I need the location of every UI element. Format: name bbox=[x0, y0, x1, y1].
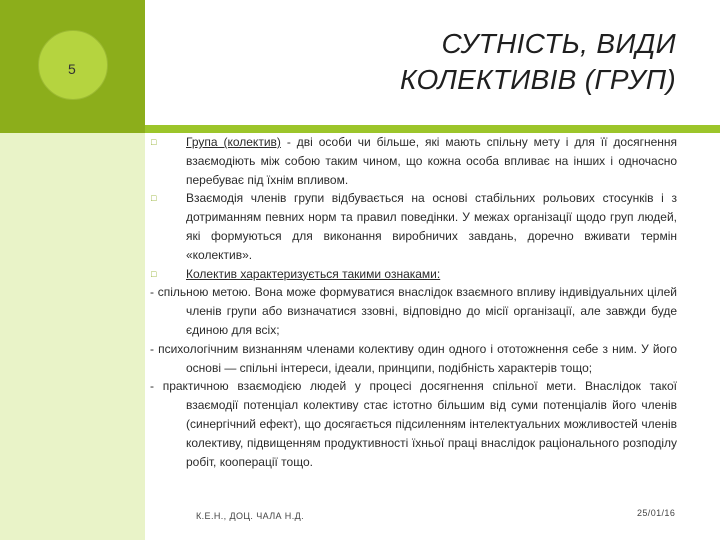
paragraph-features-heading bbox=[150, 265, 677, 284]
slide-number: 5 bbox=[68, 61, 76, 77]
title-line-2: КОЛЕКТИВІВ (ГРУП) bbox=[399, 64, 676, 95]
square-bullet-icon: □ bbox=[151, 137, 157, 147]
slide-content bbox=[150, 133, 677, 471]
feature-practical-interaction: - практичною взаємодією людей у процесі досягнення спільної мети. Внаслідок такої взаємодії потенціал колективу стає істотно більшим від суми потенціалів його членів (синергічний ефект), що досягається підсиленням інтелектуальних можливостей членів колективу, підвищенням продуктивності їхньої праці внаслідок раціонального розподілу робіт, кооперації тощо. bbox=[150, 379, 677, 469]
header-divider bbox=[145, 125, 720, 133]
interaction-text: Взаємодія членів групи відбувається на основі стабільних рольових стосунків і з дотриманням певних норм та правил поведінки. У межах організації щодо груп людей, які формуються для виконання виробничих завдань, доречно вживати термін «колектив». bbox=[186, 191, 677, 262]
feature-psychological-recognition: - психологічним визнанням членами колективу один одного і ототожнення себе з ним. У його основі — спільні інтереси, ідеали, принципи, подібність характерів тощо; bbox=[150, 341, 677, 375]
features-heading: Колектив характеризується такими ознаками: bbox=[186, 266, 441, 281]
slide-title bbox=[236, 26, 676, 98]
definition-text: - дві особи чи більше, які мають спільну мету і для її досягнення взаємодіють між собою таким чином, що кожна особа впливає на інших і одночасно перебуває під їхнім впливом. bbox=[186, 135, 677, 187]
title-line-1: СУТНІСТЬ, ВИДИ bbox=[441, 28, 676, 59]
feature-common-goal: - спільною метою. Вона може формуватися внаслідок взаємного впливу індивідуальних цілей членів групи або визначатися ззовні, відповідно до місії організації, але завжди буде єдиною для всіх; bbox=[150, 285, 677, 337]
square-bullet-icon: □ bbox=[151, 268, 157, 279]
paragraph-interaction bbox=[150, 189, 677, 264]
footer-date: 25/01/16 bbox=[637, 508, 676, 518]
footer-author: К.Е.Н., ДОЦ. ЧАЛА Н.Д. bbox=[196, 511, 305, 521]
paragraph-definition bbox=[150, 133, 677, 189]
term-group: Група (колектив) bbox=[186, 135, 281, 149]
left-strip bbox=[0, 133, 145, 540]
square-bullet-icon: □ bbox=[151, 193, 157, 204]
